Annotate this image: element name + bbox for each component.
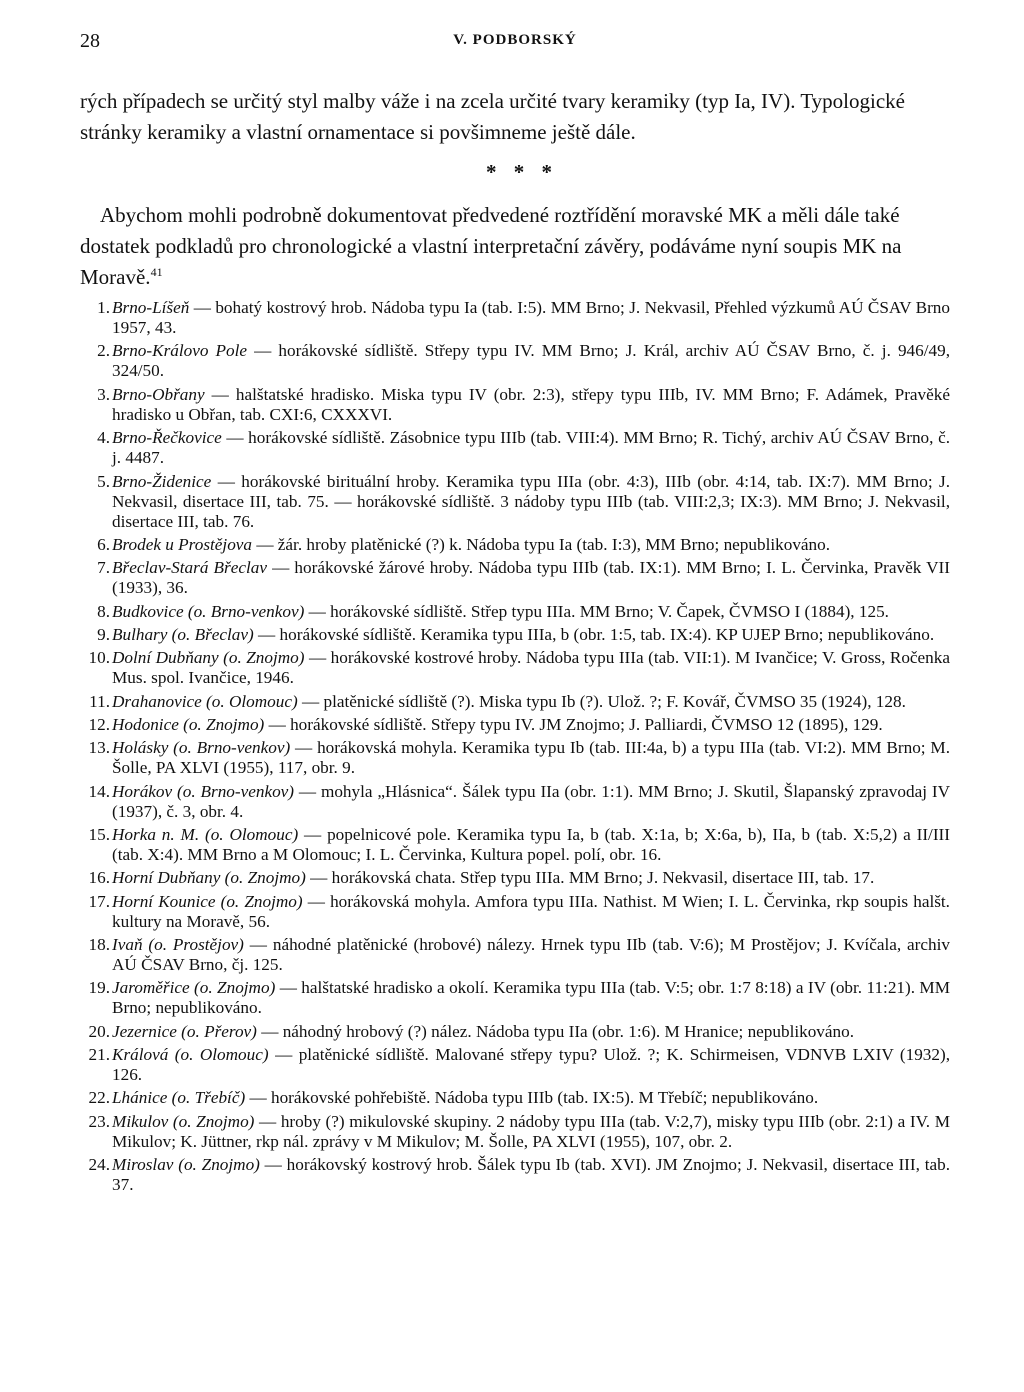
- section-separator: * * *: [486, 160, 558, 184]
- catalogue-entry: [80, 978, 950, 1018]
- entry-site-name: Dolní Dubňany (o. Znojmo): [112, 648, 305, 668]
- entry-number: 4.: [97, 428, 110, 448]
- entry-number: 24.: [88, 1154, 110, 1174]
- entry-number: 14.: [88, 781, 110, 801]
- entry-number: 1.: [97, 298, 110, 317]
- entry-description: — platěnické sídliště. Malované střepy typu? Ulož. ?; K. Schirmeisen, VDNVB LXIV (1932), 126.: [112, 1044, 950, 1085]
- entry-site-name: Holásky (o. Brno-venkov): [112, 738, 291, 758]
- entry-site-name: Hodonice (o. Znojmo): [112, 714, 265, 734]
- catalogue-entry: [80, 472, 950, 532]
- entry-number: 16.: [88, 868, 110, 888]
- catalogue-entry: [80, 825, 950, 865]
- catalogue-entry: [80, 1022, 950, 1042]
- catalogue-entry: [80, 1155, 950, 1195]
- entry-number: 13.: [88, 738, 110, 758]
- catalogue-entry: [80, 782, 950, 822]
- entry-site-name: Miroslav (o. Znojmo): [112, 1154, 260, 1174]
- entry-description: — žár. hroby platěnické (?) k. Nádoba typu Ia (tab. I:3), MM Brno; nepublikováno.: [252, 534, 831, 554]
- entry-number: 21.: [88, 1044, 110, 1064]
- paragraph-continued: rých případech se určitý styl malby váže i na zcela určité tvary keramiky (typ Ia, IV). Typologické stránky keramiky a vlastní ornamentace si povšimneme ještě dále.: [80, 89, 905, 144]
- catalogue-entry: [80, 1045, 950, 1085]
- entry-description: — náhodný hrobový (?) nález. Nádoba typu IIa (obr. 1:6). M Hranice; nepublikováno.: [256, 1021, 855, 1041]
- entry-description: — náhodné platěnické (hrobové) nálezy. Hrnek typu IIb (tab. V:6); M Prostějov; J. Kvíčala, archiv AÚ ČSAV Brno, čj. 125.: [112, 934, 950, 974]
- catalogue-entry: [80, 385, 950, 425]
- entry-site-name: Ivaň (o. Prostějov): [112, 934, 244, 954]
- paragraph-intro-text: Abychom mohli podrobně dokumentovat předvedené roztřídění moravské MK a měli dále také dostatek podkladů pro chronologické a vlastní interpretační závěry, podáváme nyní soupis MK na Moravě.: [80, 203, 902, 289]
- catalogue-entry: [80, 715, 950, 735]
- entry-site-name: Brno-Královo Pole: [112, 341, 248, 361]
- entry-description: — horákovské žárové hroby. Nádoba typu IIIb (tab. IX:1). MM Brno; I. L. Červinka, Pravěk VII (1933), 36.: [112, 558, 950, 598]
- entry-description: — hroby (?) mikulovské skupiny. 2 nádoby typu IIIa (tab. V:2,7), misky typu IIIb (obr. 2:1) a IV. M Mikulov; K. Jüttner, rkp nál. zprávy v M Mikulov; M. Šolle, PA XLVI (1955), 107, obr. 2.: [112, 1111, 950, 1151]
- paragraph-intro: [80, 200, 950, 293]
- entry-number: 20.: [88, 1021, 110, 1041]
- entry-description: — horákovské sídliště. Zásobnice typu IIIb (tab. VIII:4). MM Brno; R. Tichý, archiv AÚ ČSAV Brno, č. j. 4487.: [112, 428, 950, 468]
- running-head: V. PODBORSKÝ: [453, 32, 577, 48]
- catalogue-entry: [80, 625, 950, 645]
- entry-site-name: Králová (o. Olomouc): [112, 1044, 269, 1064]
- entry-number: 10.: [88, 648, 110, 668]
- catalogue-entry: [80, 692, 950, 712]
- entry-description: — horákovské kostrové hroby. Nádoba typu IIIa (tab. VII:1). M Ivančice; V. Gross, Ročenka Mus. spol. Ivančice, 1946.: [112, 648, 950, 688]
- entry-site-name: Brno-Židenice: [112, 471, 212, 491]
- page-header: [80, 30, 950, 54]
- catalogue-entry: [80, 1112, 950, 1152]
- catalogue-entry: [80, 892, 950, 932]
- entry-site-name: Drahanovice (o. Olomouc): [112, 691, 298, 711]
- entry-description: — horákovské birituální hroby. Keramika typu IIIa (obr. 4:3), IIIb (obr. 4:14, tab. IX:7). MM Brno; J. Nekvasil, disertace III, tab. 75. — horákovské sídliště. 3 nádoby typu IIIb (tab. VIII:2,3; IX:3). MM Brno; J. Nekvasil, disertace III, tab. 76.: [112, 471, 950, 531]
- entry-number: 18.: [88, 934, 110, 954]
- entry-site-name: Brodek u Prostějova: [112, 534, 253, 554]
- entry-number: 17.: [88, 891, 110, 911]
- entry-site-name: Jezernice (o. Přerov): [112, 1021, 257, 1041]
- catalogue-entry: [80, 602, 950, 622]
- entry-site-name: Horákov (o. Brno-venkov): [112, 781, 295, 801]
- entry-description: — horákovské sídliště. Střepy typu IV. JM Znojmo; J. Palliardi, ČVMSO 12 (1895), 129.: [264, 714, 883, 734]
- catalogue-entry: [80, 341, 950, 381]
- entry-site-name: Bulhary (o. Břeclav): [112, 624, 254, 644]
- entry-site-name: Břeclav-Stará Břeclav: [112, 558, 267, 578]
- entry-number: 7.: [97, 558, 110, 578]
- entry-number: 8.: [97, 601, 110, 621]
- entry-site-name: Jaroměřice (o. Znojmo): [112, 978, 276, 998]
- entry-description: — popelnicové pole. Keramika typu Ia, b (tab. X:1a, b; X:6a, b), IIa, b (tab. X:5,2) a II/III (tab. X:4). MM Brno a M Olomouc; I. L. Červinka, Kultura popel. polí, obr. 16.: [112, 824, 950, 864]
- entry-description: — horákovské sídliště. Střepy typu IV. MM Brno; J. Král, archiv AÚ ČSAV Brno, č. j. 946/49, 324/50.: [112, 341, 951, 381]
- entry-description: — bohatý kostrový hrob. Nádoba typu Ia (tab. I:5). MM Brno; J. Nekvasil, Přehled výzkumů AÚ ČSAV Brno 1957, 43.: [112, 298, 950, 338]
- catalogue-entry: [80, 868, 950, 888]
- entry-number: 11.: [89, 691, 110, 711]
- entry-site-name: Brno-Obřany: [112, 384, 205, 404]
- catalogue-entry: [80, 648, 950, 688]
- entry-number: 6.: [97, 534, 110, 554]
- entry-site-name: Budkovice (o. Brno-venkov): [112, 601, 305, 621]
- entry-description: — horákovský kostrový hrob. Šálek typu Ib (tab. XVI). JM Znojmo; J. Nekvasil, disertace III, tab. 37.: [112, 1154, 950, 1195]
- entry-number: 5.: [97, 471, 110, 491]
- entry-site-name: Horní Dubňany (o. Znojmo): [112, 868, 306, 888]
- catalogue-entry: [80, 738, 950, 778]
- entry-site-name: Lhánice (o. Třebíč): [112, 1088, 246, 1108]
- entry-site-name: Mikulov (o. Znojmo): [112, 1111, 255, 1131]
- entry-site-name: Horní Kounice (o. Znojmo): [112, 891, 303, 911]
- catalogue-entry: [80, 298, 950, 338]
- entry-number: 15.: [88, 824, 110, 844]
- catalogue-entry: [80, 535, 950, 555]
- entry-description: — horákovská mohyla. Keramika typu Ib (tab. III:4a, b) a typu IIIa (tab. VI:2). MM Brno; M. Šolle, PA XLVI (1955), 117, obr. 9.: [112, 738, 950, 778]
- entry-description: — horákovská chata. Střep typu IIIa. MM Brno; J. Nekvasil, disertace III, tab. 17.: [305, 868, 875, 888]
- entry-number: 12.: [88, 714, 110, 734]
- entry-number: 3.: [97, 384, 110, 404]
- footnote-marker: 41: [150, 265, 163, 279]
- entry-description: — horákovská mohyla. Amfora typu IIIa. Nathist. M Wien; I. L. Červinka, rkp soupis halšt. kultury na Moravě, 56.: [112, 891, 950, 931]
- catalogue-entry: [80, 558, 950, 598]
- catalogue-entry: [80, 428, 950, 468]
- catalogue-entry: [80, 1088, 950, 1108]
- entry-description: — halštatské hradisko. Miska typu IV (obr. 2:3), střepy typu IIIb, IV. MM Brno; F. Adámek, Pravěké hradisko u Obřan, tab. CXI:6, CXXXVI.: [112, 384, 950, 424]
- entry-site-name: Brno-Líšeň: [112, 298, 190, 317]
- entry-site-name: Horka n. M. (o. Olomouc): [112, 824, 299, 844]
- entry-number: 2.: [97, 341, 110, 361]
- entry-number: 22.: [88, 1088, 110, 1108]
- site-catalogue: [80, 298, 950, 1198]
- entry-description: — horákovské sídliště. Keramika typu IIIa, b (obr. 1:5, tab. IX:4). KP UJEP Brno; nepublikováno.: [253, 624, 935, 644]
- catalogue-entry: [80, 935, 950, 975]
- entry-site-name: Brno-Řečkovice: [112, 428, 222, 448]
- entry-description: — horákovské pohřebiště. Nádoba typu IIIb (tab. IX:5). M Třebíč; nepublikováno.: [245, 1088, 819, 1108]
- entry-description: — mohyla „Hlásnica“. Šálek typu IIa (obr. 1:1). MM Brno; J. Skutil, Šlapanský zpravodaj IV (1937), č. 3, obr. 4.: [112, 781, 950, 821]
- page-number: 28: [80, 30, 100, 52]
- entry-description: — horákovské sídliště. Střep typu IIIa. MM Brno; V. Čapek, ČVMSO I (1884), 125.: [304, 601, 889, 621]
- entry-description: — platěnické sídliště (?). Miska typu Ib (?). Ulož. ?; F. Kovář, ČVMSO 35 (1924), 128.: [297, 691, 906, 711]
- entry-description: — halštatské hradisko a okolí. Keramika typu IIIa (tab. V:5; obr. 1:7 8:18) a IV (obr. 11:21). MM Brno; nepublikováno.: [112, 978, 950, 1018]
- entry-number: 23.: [88, 1111, 110, 1131]
- entry-number: 9.: [97, 624, 110, 644]
- entry-number: 19.: [88, 978, 110, 998]
